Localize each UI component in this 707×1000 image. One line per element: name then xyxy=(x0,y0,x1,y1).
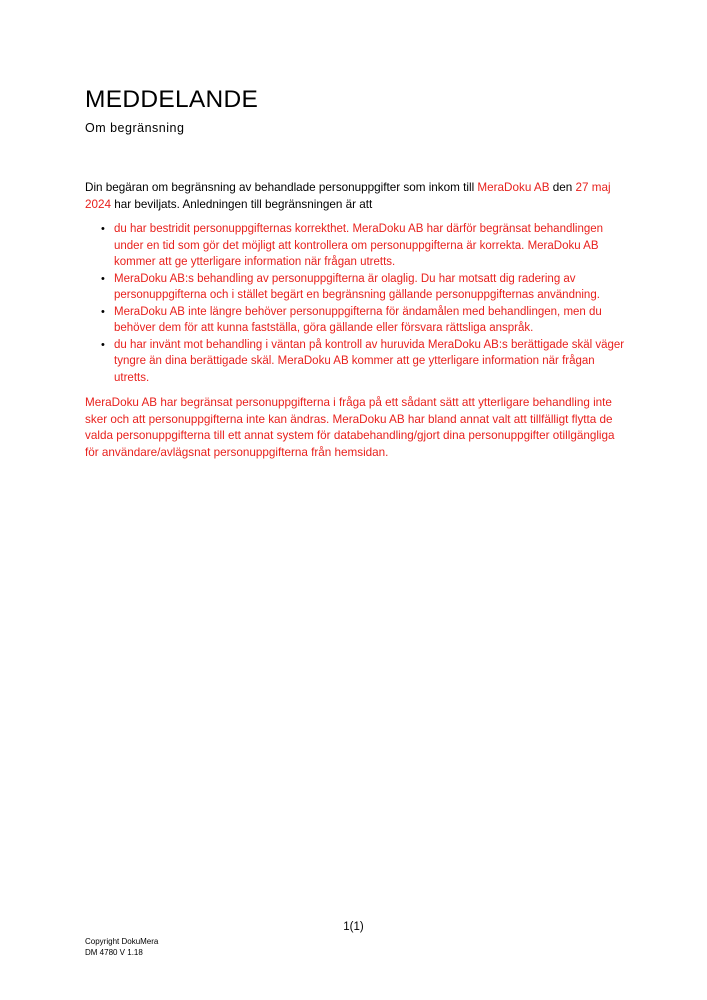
list-item xyxy=(101,337,625,387)
intro-paragraph xyxy=(85,180,625,213)
document-id: DM 4780 V 1.18 xyxy=(85,947,143,957)
copyright-text: Copyright DokuMera xyxy=(85,937,159,946)
page-number: 1(1) xyxy=(343,921,364,933)
document-subtitle: Om begränsning xyxy=(85,121,185,135)
reason-text: MeraDoku AB:s behandling av personuppgifterna är olaglig. Du har motsatt dig radering av personuppgifterna och i stället begärt en begränsning gällande personuppgifternas användning. xyxy=(114,272,600,301)
closing-paragraph: MeraDoku AB har begränsat personuppgifterna i fråga på ett sådant sätt att ytterligare behandling inte sker och att personuppgifterna inte kan ändras. MeraDoku AB har bland annat valt att tillfälligt flytta de valda personuppgifterna till ett annat system för databehandling/gjort dina personuppgifter otillgängliga för användare/avlägsnat personuppgifterna från hemsidan. xyxy=(85,396,615,459)
reason-text: du har bestridit personuppgifternas korrekthet. MeraDoku AB har därför begränsat behandlingen under en tid som gör det möjligt att kontrollera om personuppgifterna är korrekta. MeraDoku AB kommer att ge ytterligare information när frågan utretts. xyxy=(114,223,604,268)
bullet-icon: • xyxy=(101,223,105,235)
document-title: MEDDELANDE xyxy=(85,86,259,113)
intro-text: Din begäran om begränsning av behandlade personuppgifter som inkom till xyxy=(85,181,478,194)
letter-body xyxy=(85,180,625,461)
reason-text: du har invänt mot behandling i väntan på kontroll av huruvida MeraDoku AB:s berättigade skäl väger tyngre än dina berättigade skäl. MeraDoku AB kommer att ge ytterligare information när frågan utretts. xyxy=(114,338,625,384)
list-item xyxy=(101,304,625,337)
list-item xyxy=(101,271,625,304)
company-name: MeraDoku AB xyxy=(477,181,550,194)
bullet-icon: • xyxy=(101,338,105,351)
list-item xyxy=(101,221,625,271)
footer xyxy=(85,937,158,958)
bullet-icon: • xyxy=(101,272,105,285)
intro-text: har beviljats. Anledningen till begränsningen är att xyxy=(111,197,373,211)
request-date: 27 maj 2024 xyxy=(85,181,611,211)
bullet-icon: • xyxy=(101,305,105,318)
reasons-list xyxy=(85,221,625,386)
reason-text: MeraDoku AB inte längre behöver personuppgifterna för ändamålen med behandlingen, men du behöver dem för att kunna fastställa, göra gällande eller försvara rättsliga anspråk. xyxy=(114,305,602,334)
intro-text: den xyxy=(549,181,576,194)
